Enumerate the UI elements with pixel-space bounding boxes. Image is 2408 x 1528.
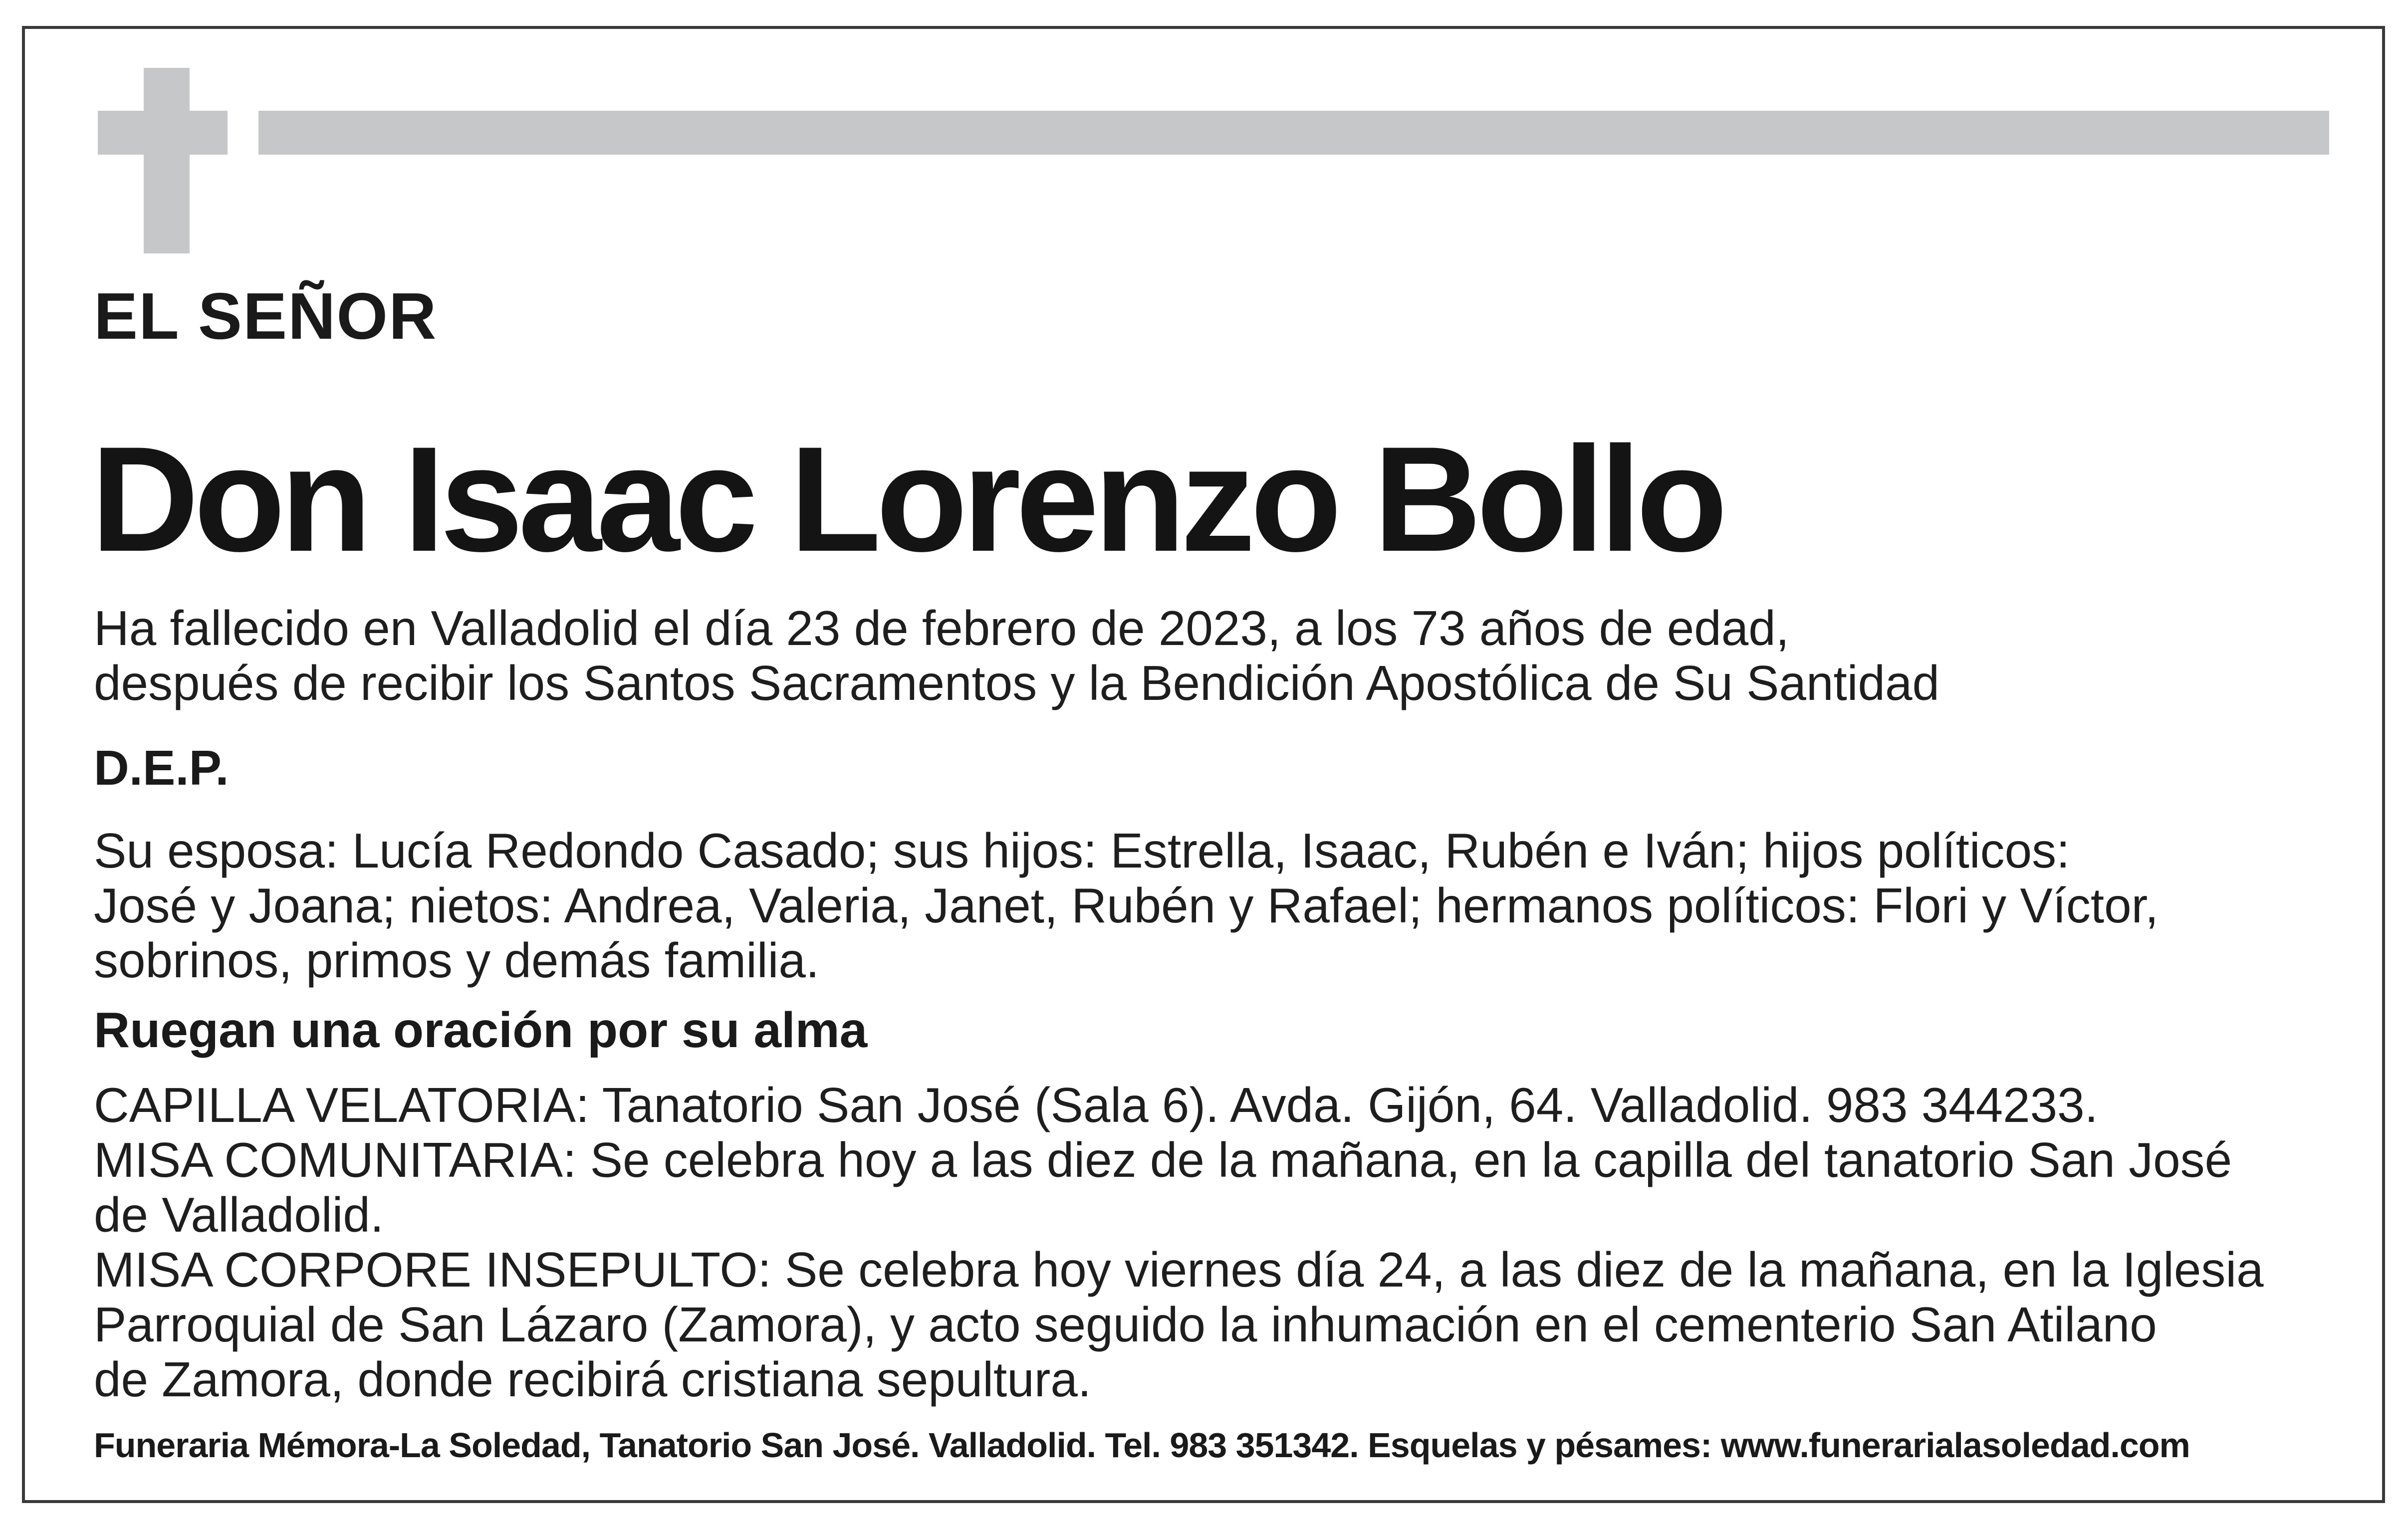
- service-line: Parroquial de San Lázaro (Zamora), y acto seguido la inhumación en el cementerio San Atilano: [94, 1297, 2157, 1352]
- funeral-home-footer: Funeraria Mémora-La Soledad, Tanatorio San José. Valladolid. Tel. 983 351342. Esquelas y pésames: www.funerarialasoledad.com: [94, 1426, 2190, 1465]
- service-line: de Valladolid.: [94, 1187, 384, 1242]
- deceased-name: Don Isaac Lorenzo Bollo: [91, 415, 1723, 583]
- announcement-line: después de recibir los Santos Sacramentos y la Bendición Apostólica de Su Santidad: [94, 655, 1940, 710]
- service-line: MISA COMUNITARIA: Se celebra hoy a las diez de la mañana, en la capilla del tanatorio San José: [94, 1132, 2232, 1187]
- family-line: sobrinos, primos y demás familia.: [94, 933, 820, 988]
- family-line: José y Joana; nietos: Andrea, Valeria, Janet, Rubén y Rafael; hermanos políticos: Flori y Víctor,: [94, 878, 2159, 933]
- service-details: [94, 1078, 2264, 1407]
- honorific: EL SEÑOR: [94, 279, 438, 353]
- header-rule: [258, 111, 2329, 155]
- service-line: CAPILLA VELATORIA: Tanatorio San José (Sala 6). Avda. Gijón, 64. Valladolid. 983 344233.: [94, 1078, 2098, 1132]
- service-line: MISA CORPORE INSEPULTO: Se celebra hoy viernes día 24, a las diez de la mañana, en la Iglesia: [94, 1242, 2264, 1297]
- announcement-line: Ha fallecido en Valladolid el día 23 de febrero de 2023, a los 73 años de edad,: [94, 601, 1789, 655]
- family-list: [94, 823, 2159, 988]
- service-line: de Zamora, donde recibirá cristiana sepultura.: [94, 1352, 1092, 1407]
- death-announcement: [94, 601, 1939, 710]
- prayer-request: Ruegan una oración por su alma: [94, 1002, 868, 1058]
- cross-vertical-bar: [144, 68, 190, 253]
- family-line: Su esposa: Lucía Redondo Casado; sus hijos: Estrella, Isaac, Rubén e Iván; hijos políticos:: [94, 823, 2070, 878]
- cross-horizontal-bar: [98, 111, 228, 155]
- dep-label: D.E.P.: [94, 740, 229, 795]
